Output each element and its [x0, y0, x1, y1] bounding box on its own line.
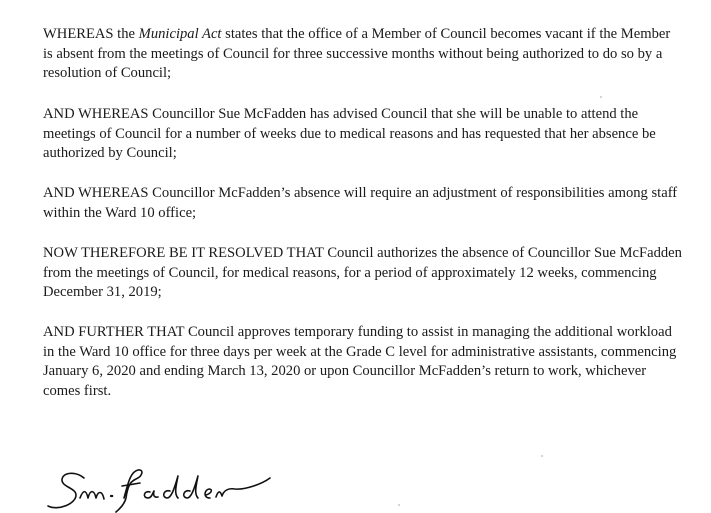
- resolved-paragraph: NOW THEREFORE BE IT RESOLVED THAT Council authorizes the absence of Councillor Sue McFadden from the meetings of Council, for medical reasons, for a period of approximately 12 weeks, commencing December 31, 2019;: [43, 245, 682, 301]
- scan-speck: [398, 504, 400, 506]
- whereas-municipal-act-paragraph: [43, 25, 683, 84]
- p1-text-before: WHEREAS the: [43, 26, 139, 42]
- p1-text-after: states that the office of a Member of Council becomes vacant if the Member is absent from the meetings of Council for three successive months without being authorized to do so by a resolution of Council;: [43, 26, 671, 82]
- scan-speck: [600, 96, 602, 98]
- municipal-act-title: Municipal Act: [138, 26, 222, 42]
- signature-image: [40, 462, 280, 513]
- whereas-staff-adjustment-paragraph: AND WHEREAS Councillor McFadden’s absence will require an adjustment of responsibilities among staff within the Ward 10 office;: [43, 185, 678, 221]
- whereas-medical-absence-paragraph: AND WHEREAS Councillor Sue McFadden has advised Council that she will be unable to attend the meetings of Council for a number of weeks due to medical reasons and has requested that her absence be authorized by Council;: [43, 106, 656, 162]
- further-funding-paragraph: AND FURTHER THAT Council approves temporary funding to assist in managing the additional workload in the Ward 10 office for three days per week at the Grade C level for administrative assistants, commencing January 6, 2020 and ending March 13, 2020 or upon Councillor McFadden’s return to work, whichever comes first.: [43, 324, 677, 399]
- scan-speck: [541, 455, 543, 457]
- handwritten-signature: [40, 462, 280, 513]
